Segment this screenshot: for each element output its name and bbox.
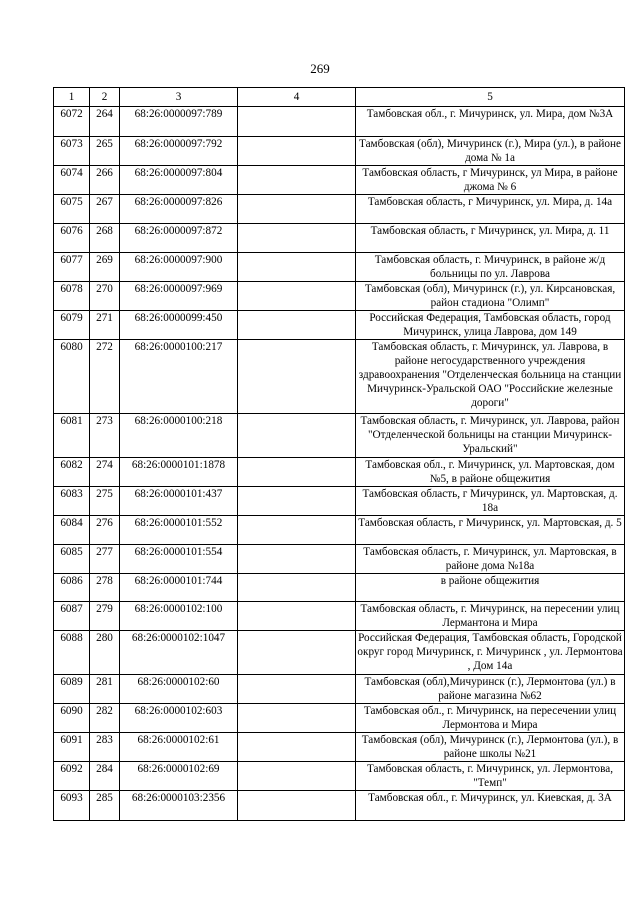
column-4-cell bbox=[238, 762, 356, 791]
column-4-cell bbox=[238, 253, 356, 282]
sub-number-cell: 274 bbox=[90, 458, 120, 487]
cadastral-number-cell: 68:26:0000101:554 bbox=[120, 545, 238, 574]
cadastral-number-cell: 68:26:0000097:804 bbox=[120, 166, 238, 195]
table-row bbox=[54, 791, 625, 821]
sub-number-cell: 268 bbox=[90, 224, 120, 253]
column-4-cell bbox=[238, 487, 356, 516]
registry-table bbox=[53, 87, 625, 821]
table-row bbox=[54, 414, 625, 458]
column-4-cell bbox=[238, 631, 356, 675]
sub-number-cell: 265 bbox=[90, 137, 120, 166]
table-row bbox=[54, 107, 625, 137]
cadastral-number-cell: 68:26:0000101:744 bbox=[120, 574, 238, 602]
cadastral-number-cell: 68:26:0000102:603 bbox=[120, 704, 238, 733]
address-cell: Тамбовская область, г. Мичуринск, ул. Лаврова, район "Отделенческой больницы на станции Мичуринск-Уральский" bbox=[356, 414, 625, 458]
table-row bbox=[54, 340, 625, 414]
column-4-cell bbox=[238, 311, 356, 340]
row-number-cell: 6081 bbox=[54, 414, 90, 458]
column-4-cell bbox=[238, 675, 356, 704]
column-header: 5 bbox=[356, 88, 625, 107]
table-row bbox=[54, 733, 625, 762]
address-cell: Тамбовская обл., г. Мичуринск, ул. Мира, дом №3А bbox=[356, 107, 625, 137]
column-header: 4 bbox=[238, 88, 356, 107]
sub-number-cell: 266 bbox=[90, 166, 120, 195]
sub-number-cell: 271 bbox=[90, 311, 120, 340]
column-4-cell bbox=[238, 458, 356, 487]
table-row bbox=[54, 545, 625, 574]
table-row bbox=[54, 487, 625, 516]
address-cell: Тамбовская область, г Мичуринск, ул. Мартовская, д. 5 bbox=[356, 516, 625, 545]
address-cell: Тамбовская обл., г. Мичуринск, на пересечении улиц Лермонтова и Мира bbox=[356, 704, 625, 733]
row-number-cell: 6084 bbox=[54, 516, 90, 545]
address-cell: Тамбовская область, г Мичуринск, ул. Мира, д. 11 bbox=[356, 224, 625, 253]
row-number-cell: 6093 bbox=[54, 791, 90, 821]
sub-number-cell: 278 bbox=[90, 574, 120, 602]
cadastral-number-cell: 68:26:0000102:69 bbox=[120, 762, 238, 791]
address-cell: Тамбовская (обл), Мичуринск (г.), Лермонтова (ул.), в районе школы №21 bbox=[356, 733, 625, 762]
table-row bbox=[54, 602, 625, 631]
cadastral-number-cell: 68:26:0000101:1878 bbox=[120, 458, 238, 487]
address-cell: Тамбовская (обл), Мичуринск (г.), Мира (ул.), в районе дома № 1а bbox=[356, 137, 625, 166]
cadastral-number-cell: 68:26:0000097:792 bbox=[120, 137, 238, 166]
row-number-cell: 6083 bbox=[54, 487, 90, 516]
sub-number-cell: 285 bbox=[90, 791, 120, 821]
row-number-cell: 6091 bbox=[54, 733, 90, 762]
row-number-cell: 6074 bbox=[54, 166, 90, 195]
row-number-cell: 6078 bbox=[54, 282, 90, 311]
address-cell: Тамбовская (обл), Мичуринск (г.), ул. Кирсановская, район стадиона "Олимп" bbox=[356, 282, 625, 311]
row-number-cell: 6090 bbox=[54, 704, 90, 733]
address-cell: Тамбовская область, г. Мичуринск, в районе ж/д больницы по ул. Лаврова bbox=[356, 253, 625, 282]
row-number-cell: 6077 bbox=[54, 253, 90, 282]
address-cell: Тамбовская область, г Мичуринск, ул. Мира, д. 14а bbox=[356, 195, 625, 224]
column-4-cell bbox=[238, 414, 356, 458]
table-row bbox=[54, 311, 625, 340]
row-number-cell: 6075 bbox=[54, 195, 90, 224]
column-4-cell bbox=[238, 574, 356, 602]
sub-number-cell: 280 bbox=[90, 631, 120, 675]
column-4-cell bbox=[238, 224, 356, 253]
column-4-cell bbox=[238, 340, 356, 414]
table-row bbox=[54, 282, 625, 311]
column-4-cell bbox=[238, 704, 356, 733]
table-header-row bbox=[54, 88, 625, 107]
table-row bbox=[54, 675, 625, 704]
sub-number-cell: 283 bbox=[90, 733, 120, 762]
column-header: 3 bbox=[120, 88, 238, 107]
sub-number-cell: 277 bbox=[90, 545, 120, 574]
column-4-cell bbox=[238, 282, 356, 311]
sub-number-cell: 269 bbox=[90, 253, 120, 282]
sub-number-cell: 279 bbox=[90, 602, 120, 631]
address-cell: Тамбовская область, г. Мичуринск, на пересении улиц Лермантона и Мира bbox=[356, 602, 625, 631]
table-row bbox=[54, 137, 625, 166]
cadastral-number-cell: 68:26:0000099:450 bbox=[120, 311, 238, 340]
column-4-cell bbox=[238, 733, 356, 762]
row-number-cell: 6082 bbox=[54, 458, 90, 487]
sub-number-cell: 264 bbox=[90, 107, 120, 137]
table-row bbox=[54, 224, 625, 253]
row-number-cell: 6073 bbox=[54, 137, 90, 166]
table-row bbox=[54, 253, 625, 282]
table-row bbox=[54, 195, 625, 224]
address-cell: Тамбовская обл., г. Мичуринск, ул. Киевская, д. 3А bbox=[356, 791, 625, 821]
table-row bbox=[54, 762, 625, 791]
column-header: 2 bbox=[90, 88, 120, 107]
row-number-cell: 6089 bbox=[54, 675, 90, 704]
cadastral-number-cell: 68:26:0000100:217 bbox=[120, 340, 238, 414]
sub-number-cell: 281 bbox=[90, 675, 120, 704]
cadastral-number-cell: 68:26:0000097:969 bbox=[120, 282, 238, 311]
sub-number-cell: 276 bbox=[90, 516, 120, 545]
row-number-cell: 6086 bbox=[54, 574, 90, 602]
address-cell: Тамбовская область, г. Мичуринск, ул. Лаврова, в районе негосударственного учреждения здравоохранения "Отделенческая больница на станции Мичуринск-Уральской ОАО "Российские железные дороги" bbox=[356, 340, 625, 414]
column-4-cell bbox=[238, 516, 356, 545]
address-cell: Тамбовская область, г Мичуринск, ул. Мартовская, д. 18а bbox=[356, 487, 625, 516]
row-number-cell: 6072 bbox=[54, 107, 90, 137]
cadastral-number-cell: 68:26:0000097:826 bbox=[120, 195, 238, 224]
row-number-cell: 6088 bbox=[54, 631, 90, 675]
cadastral-number-cell: 68:26:0000102:60 bbox=[120, 675, 238, 704]
column-4-cell bbox=[238, 791, 356, 821]
cadastral-number-cell: 68:26:0000097:900 bbox=[120, 253, 238, 282]
address-cell: Тамбовская область, г Мичуринск, ул Мира, в районе джома № 6 bbox=[356, 166, 625, 195]
sub-number-cell: 282 bbox=[90, 704, 120, 733]
cadastral-number-cell: 68:26:0000102:100 bbox=[120, 602, 238, 631]
cadastral-number-cell: 68:26:0000101:552 bbox=[120, 516, 238, 545]
cadastral-number-cell: 68:26:0000101:437 bbox=[120, 487, 238, 516]
address-cell: Тамбовская область, г. Мичуринск, ул. Лермонтова, "Темп" bbox=[356, 762, 625, 791]
sub-number-cell: 273 bbox=[90, 414, 120, 458]
sub-number-cell: 267 bbox=[90, 195, 120, 224]
row-number-cell: 6087 bbox=[54, 602, 90, 631]
column-header: 1 bbox=[54, 88, 90, 107]
column-4-cell bbox=[238, 166, 356, 195]
cadastral-number-cell: 68:26:0000097:872 bbox=[120, 224, 238, 253]
row-number-cell: 6085 bbox=[54, 545, 90, 574]
address-cell: Тамбовская обл., г. Мичуринск, ул. Мартовская, дом №5, в районе общежития bbox=[356, 458, 625, 487]
row-number-cell: 6080 bbox=[54, 340, 90, 414]
row-number-cell: 6092 bbox=[54, 762, 90, 791]
address-cell: Тамбовская (обл),Мичуринск (г.), Лермонтова (ул.) в районе магазина №62 bbox=[356, 675, 625, 704]
cadastral-number-cell: 68:26:0000097:789 bbox=[120, 107, 238, 137]
sub-number-cell: 275 bbox=[90, 487, 120, 516]
column-4-cell bbox=[238, 137, 356, 166]
table-row bbox=[54, 631, 625, 675]
row-number-cell: 6076 bbox=[54, 224, 90, 253]
column-4-cell bbox=[238, 602, 356, 631]
sub-number-cell: 272 bbox=[90, 340, 120, 414]
cadastral-number-cell: 68:26:0000100:218 bbox=[120, 414, 238, 458]
sub-number-cell: 270 bbox=[90, 282, 120, 311]
cadastral-number-cell: 68:26:0000102:61 bbox=[120, 733, 238, 762]
address-cell: Тамбовская область, г. Мичуринск, ул. Мартовская, в районе дома №18а bbox=[356, 545, 625, 574]
table-row bbox=[54, 166, 625, 195]
column-4-cell bbox=[238, 545, 356, 574]
sub-number-cell: 284 bbox=[90, 762, 120, 791]
address-cell: Российская Федерация, Тамбовская область, город Мичуринск, улица Лаврова, дом 149 bbox=[356, 311, 625, 340]
table-row bbox=[54, 516, 625, 545]
table-row bbox=[54, 574, 625, 602]
cadastral-number-cell: 68:26:0000103:2356 bbox=[120, 791, 238, 821]
row-number-cell: 6079 bbox=[54, 311, 90, 340]
column-4-cell bbox=[238, 107, 356, 137]
cadastral-number-cell: 68:26:0000102:1047 bbox=[120, 631, 238, 675]
table-row bbox=[54, 458, 625, 487]
address-cell: Российская Федерация, Тамбовская область, Городской округ город Мичуринск, г. Мичуринск , ул. Лермонтова , Дом 14а bbox=[356, 631, 625, 675]
table-row bbox=[54, 704, 625, 733]
page-number: 269 bbox=[310, 61, 330, 76]
address-cell: в районе общежития bbox=[356, 574, 625, 602]
column-4-cell bbox=[238, 195, 356, 224]
